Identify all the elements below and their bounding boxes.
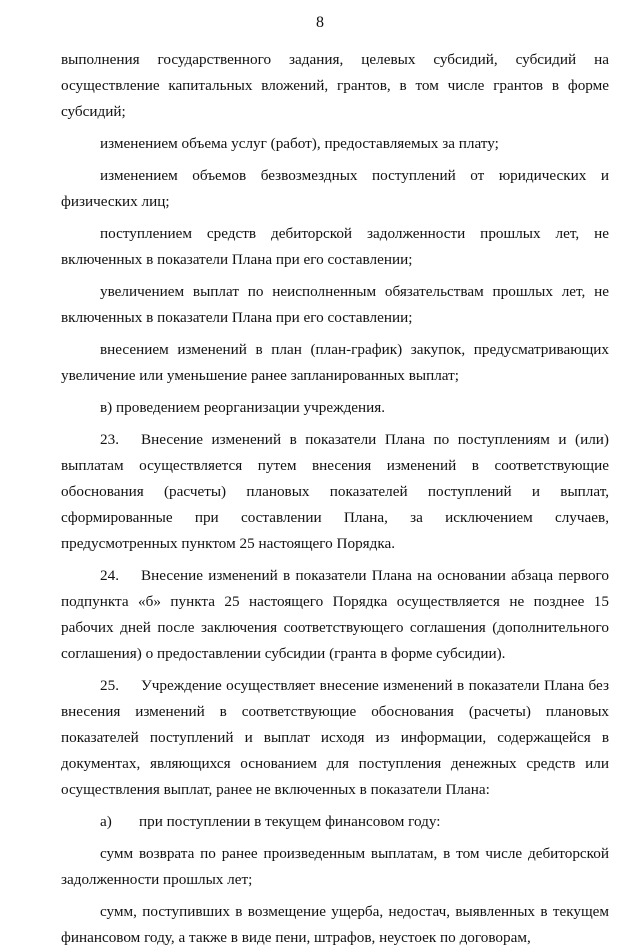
clause-25-number: 25. [100, 677, 119, 694]
paragraph-procurement-plan: внесением изменений в план (план-график) закупок, предусматривающих увеличение или уменьшение ранее запланированных выплат; [61, 341, 609, 384]
subclause-a [61, 809, 609, 835]
clause-25-text: Учреждение осуществляет внесение изменений в показатели Плана без внесения изменений в соответствующие обоснования (расчеты) плановых показателей поступлений и выплат исходя из информации, содержащейся в документах, являющихся основанием для поступления денежных средств или осуществления выплат, ранее не включенных в показатели Плана: [61, 677, 609, 798]
paragraph-reorganization: в) проведением реорганизации учреждения. [100, 399, 386, 416]
paragraph-gratuitous-receipts: изменением объемов безвозмездных поступлений от юридических и физических лиц; [61, 167, 609, 210]
clause-24-text: Внесение изменений в показатели Плана на основании абзаца первого подпункта «б» пункта 25 настоящего Порядка осуществляется не позднее 15 рабочих дней после заключения соответствующего соглашения (дополнительного соглашения) о предоставлении субсидии (гранта в форме субсидии). [61, 567, 609, 662]
paragraph-services-volume: изменением объема услуг (работ), предоставляемых за плату; [100, 135, 499, 152]
clause-23-number: 23. [100, 431, 119, 448]
document-body [61, 47, 609, 951]
paragraph-refund-sums: сумм возврата по ранее произведенным выплатам, в том числе дебиторской задолженности прошлых лет; [61, 845, 609, 888]
paragraph-unfulfilled-obligations: увеличением выплат по неисполненным обязательствам прошлых лет, не включенных в показатели Плана при его составлении; [61, 283, 609, 326]
paragraph-continuation: выполнения государственного задания, целевых субсидий, субсидий на осуществление капитальных вложений, грантов, в том числе грантов в форме субсидий; [61, 51, 609, 120]
clause-23 [61, 427, 609, 557]
page-number: 8 [316, 14, 324, 31]
clause-25 [61, 673, 609, 803]
subclause-a-text: при поступлении в текущем финансовом году: [139, 813, 441, 830]
clause-23-text: Внесение изменений в показатели Плана по поступлениям и (или) выплатам осуществляется путем внесения изменений в соответствующие обоснования (расчеты) плановых показателей поступлений и выплат, сформированные при составлении Плана, за исключением случаев, предусмотренных пунктом 25 настоящего Порядка. [61, 431, 609, 552]
paragraph-damage-compensation: сумм, поступивших в возмещение ущерба, недостач, выявленных в текущем финансовом году, а также в виде пени, штрафов, неустоек по договорам, [61, 903, 609, 946]
clause-24-number: 24. [100, 567, 119, 584]
clause-24 [61, 563, 609, 667]
subclause-a-letter: а) [100, 813, 112, 830]
paragraph-receivables: поступлением средств дебиторской задолженности прошлых лет, не включенных в показатели Плана при его составлении; [61, 225, 609, 268]
